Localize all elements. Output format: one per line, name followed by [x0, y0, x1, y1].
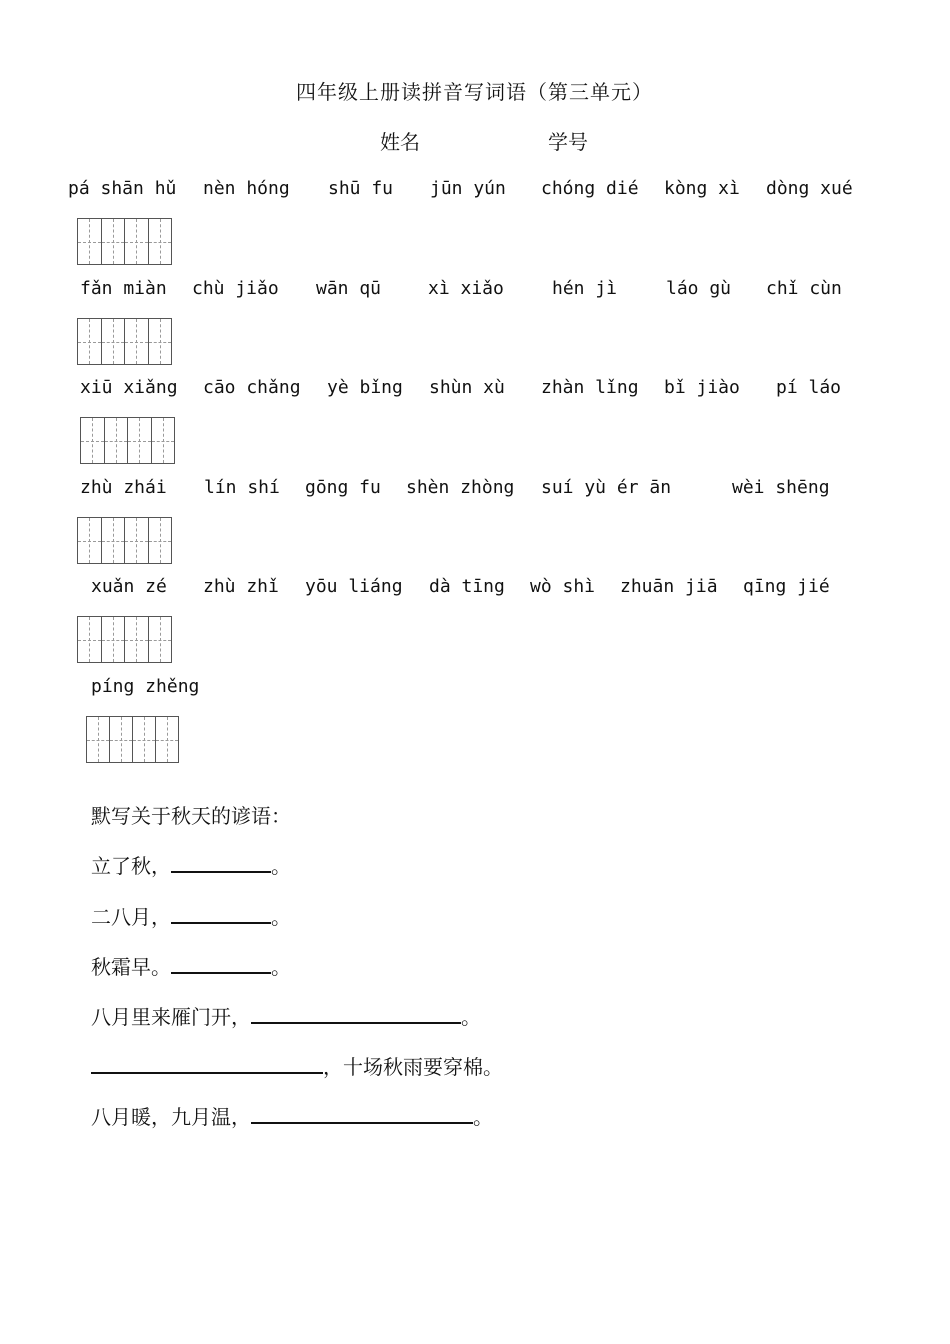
pinyin-word: píng zhěng: [91, 676, 200, 697]
answer-blank[interactable]: [171, 900, 271, 924]
pinyin-word: zhàn lǐng: [541, 377, 639, 398]
grid-cell[interactable]: [125, 518, 149, 563]
pinyin-word: jūn yún: [430, 178, 506, 199]
pinyin-word: láo gù: [666, 278, 732, 299]
grid-cell[interactable]: [110, 717, 133, 762]
grid-cell[interactable]: [149, 518, 172, 563]
pinyin-word: chù jiǎo: [192, 278, 279, 299]
pinyin-word: zhuān jiā: [620, 576, 718, 597]
pinyin-word: cāo chǎng: [203, 377, 301, 398]
writing-grid[interactable]: [86, 716, 179, 763]
pinyin-word: xiū xiǎng: [80, 377, 178, 398]
grid-cell[interactable]: [102, 219, 126, 264]
answer-blank[interactable]: [91, 1050, 323, 1074]
proverb-text: 八月里来雁门开，: [91, 1005, 251, 1029]
pinyin-word: chóng dié: [541, 178, 639, 199]
pinyin-row-3: [0, 377, 950, 407]
grid-cell[interactable]: [149, 617, 172, 662]
grid-cell[interactable]: [149, 219, 172, 264]
pinyin-word: chǐ cùn: [766, 278, 842, 299]
pinyin-word: bǐ jiào: [664, 377, 740, 398]
pinyin-word: shùn xù: [429, 377, 505, 398]
proverb-text: 秋霜早。: [91, 955, 171, 979]
grid-cell[interactable]: [125, 319, 149, 364]
proverb-line-1: [91, 849, 291, 879]
proverb-line-5: [91, 1050, 503, 1080]
pinyin-word: hén jì: [552, 278, 618, 299]
pinyin-row-6: [0, 676, 950, 706]
grid-cell[interactable]: [81, 418, 105, 463]
pinyin-word: wò shì: [530, 576, 596, 597]
proverb-text: 立了秋，: [91, 854, 171, 878]
name-label: 姓名: [380, 130, 420, 154]
pinyin-word: xuǎn zé: [91, 576, 167, 597]
pinyin-word: fǎn miàn: [80, 278, 167, 299]
pinyin-word: wèi shēng: [732, 477, 830, 498]
grid-cell[interactable]: [156, 717, 178, 762]
pinyin-word: nèn hóng: [203, 178, 290, 199]
proverb-text: 。: [461, 1005, 481, 1029]
proverb-line-2: [91, 900, 291, 930]
proverbs-heading: 默写关于秋天的谚语：: [91, 804, 291, 828]
grid-cell[interactable]: [149, 319, 172, 364]
writing-grid[interactable]: [77, 517, 172, 564]
answer-blank[interactable]: [171, 849, 271, 873]
writing-grid[interactable]: [77, 616, 172, 663]
proverb-text: ，十场秋雨要穿棉。: [323, 1055, 503, 1079]
pinyin-word: shèn zhòng: [406, 477, 515, 498]
proverb-text: 。: [473, 1105, 493, 1129]
grid-cell[interactable]: [102, 319, 126, 364]
pinyin-word: yōu liáng: [305, 576, 403, 597]
grid-cell[interactable]: [152, 418, 175, 463]
pinyin-word: lín shí: [204, 477, 280, 498]
grid-cell[interactable]: [78, 518, 102, 563]
pinyin-word: qīng jié: [743, 576, 830, 597]
pinyin-word: dòng xué: [766, 178, 853, 199]
proverb-text: 。: [271, 955, 291, 979]
answer-blank[interactable]: [251, 1100, 473, 1124]
pinyin-word: yè bǐng: [327, 377, 403, 398]
student-id-label: 学号: [548, 130, 588, 154]
page-title: 四年级上册读拼音写词语（第三单元）: [296, 80, 653, 104]
answer-blank[interactable]: [251, 1000, 461, 1024]
pinyin-word: zhù zhái: [80, 477, 167, 498]
pinyin-word: wān qū: [316, 278, 382, 299]
pinyin-word: pá shān hǔ: [68, 178, 177, 199]
proverb-text: 二八月，: [91, 905, 171, 929]
pinyin-word: shū fu: [328, 178, 394, 199]
writing-grid[interactable]: [77, 218, 172, 265]
pinyin-word: kòng xì: [664, 178, 740, 199]
grid-cell[interactable]: [125, 219, 149, 264]
proverb-text: 。: [271, 905, 291, 929]
writing-grid[interactable]: [77, 318, 172, 365]
grid-cell[interactable]: [128, 418, 152, 463]
grid-cell[interactable]: [78, 219, 102, 264]
pinyin-row-5: [0, 576, 950, 606]
pinyin-word: dà tīng: [429, 576, 505, 597]
grid-cell[interactable]: [125, 617, 149, 662]
grid-cell[interactable]: [133, 717, 156, 762]
pinyin-row-1: [0, 178, 950, 208]
grid-cell[interactable]: [78, 617, 102, 662]
grid-cell[interactable]: [87, 717, 110, 762]
grid-cell[interactable]: [78, 319, 102, 364]
pinyin-row-4: [0, 477, 950, 507]
pinyin-row-2: [0, 278, 950, 308]
pinyin-word: suí yù ér ān: [541, 477, 672, 498]
pinyin-word: pí láo: [776, 377, 842, 398]
proverb-line-4: [91, 1000, 481, 1030]
grid-cell[interactable]: [105, 418, 129, 463]
proverb-line-3: [91, 950, 291, 980]
grid-cell[interactable]: [102, 617, 126, 662]
pinyin-word: xì xiǎo: [428, 278, 504, 299]
proverb-text: 八月暖，九月温，: [91, 1105, 251, 1129]
proverb-text: 。: [271, 854, 291, 878]
pinyin-word: gōng fu: [305, 477, 381, 498]
proverb-line-6: [91, 1100, 493, 1130]
answer-blank[interactable]: [171, 950, 271, 974]
grid-cell[interactable]: [102, 518, 126, 563]
writing-grid[interactable]: [80, 417, 175, 464]
pinyin-word: zhù zhǐ: [203, 576, 279, 597]
